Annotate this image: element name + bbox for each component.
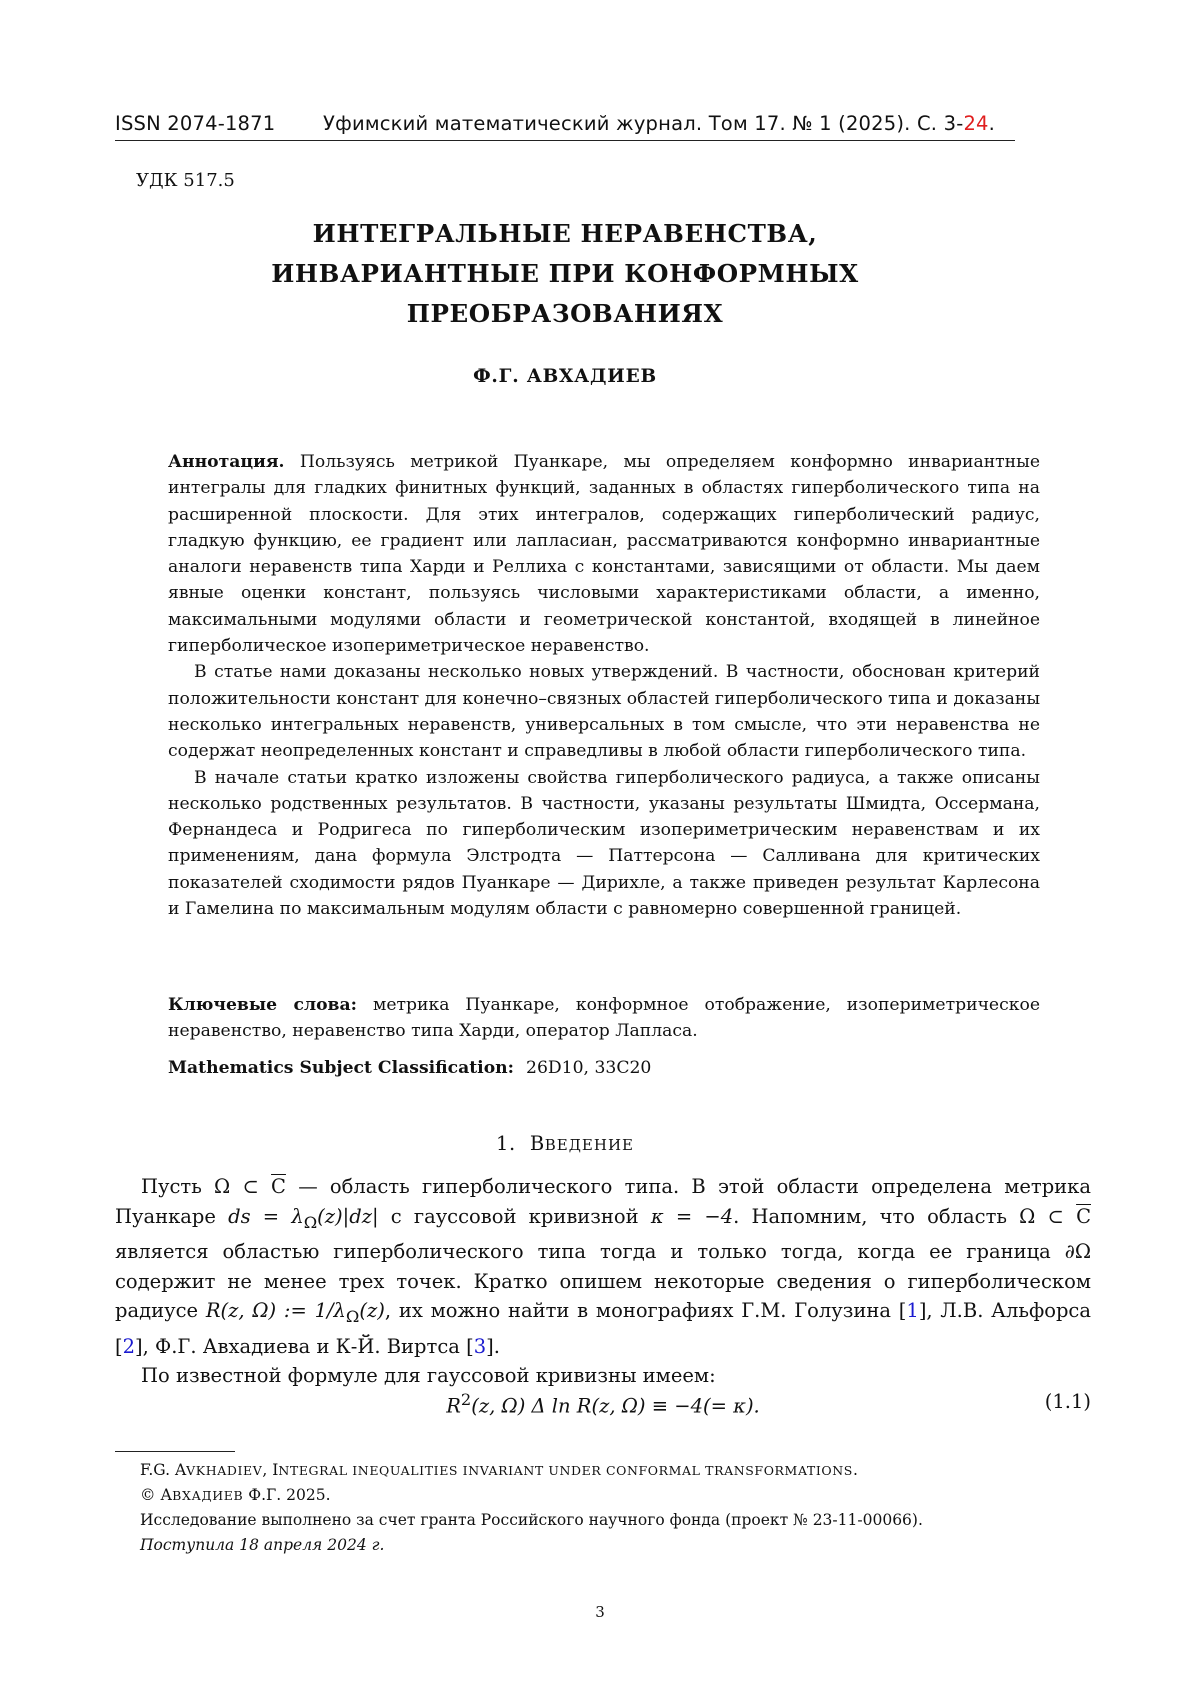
math-subscript: Ω	[345, 1307, 360, 1327]
journal-citation-text: Уфимский математический журнал. Том 17. № 1 (2025). С. 3-	[323, 112, 964, 135]
text-run: Ф.Г. 2025.	[243, 1486, 331, 1505]
title-line: ИНВАРИАНТНЫЕ ПРИ КОНФОРМНЫХ	[271, 259, 859, 288]
header-rule	[115, 140, 1015, 141]
math-run: (z)|dz|	[317, 1204, 379, 1228]
math-run: R(z, Ω) := 1/λ	[205, 1299, 346, 1323]
abstract-label: Аннотация.	[168, 452, 285, 472]
footnotes	[140, 1458, 1100, 1557]
msc-codes: 26D10, 33C20	[526, 1058, 652, 1078]
copyright-icon: ©	[140, 1486, 156, 1505]
udk-code: УДК 517.5	[136, 170, 235, 191]
section-title-rest: ВЕДЕНИЕ	[544, 1136, 634, 1154]
keywords	[168, 992, 1040, 1045]
math-run: (z)	[359, 1299, 385, 1323]
text-run: с гауссовой кривизной	[378, 1204, 651, 1228]
text-run: .	[852, 1461, 858, 1479]
text-run: , I	[262, 1461, 279, 1479]
section-heading	[115, 1132, 1015, 1155]
citation-link[interactable]: 1	[906, 1299, 919, 1323]
text-run: ВХАДИЕВ	[172, 1488, 244, 1504]
text-run: . Напомним, что область Ω ⊂	[733, 1204, 1077, 1228]
citation-link[interactable]: 3	[473, 1334, 487, 1358]
footnote-rule	[115, 1451, 235, 1452]
footnote-copyright	[140, 1483, 1100, 1508]
author-name: Ф.Г. АВХАДИЕВ	[473, 366, 657, 387]
issn: ISSN 2074-1871	[115, 112, 276, 135]
running-header	[115, 112, 1015, 135]
math-run: (z, Ω) Δ ln R(z, Ω) ≡ −4(= κ).	[471, 1394, 760, 1418]
extended-plane-symbol: $\overline{C}$	[271, 1175, 286, 1198]
end-page-link[interactable]: 24	[963, 112, 989, 135]
math-run: ds = λ	[228, 1204, 304, 1228]
msc-label: Mathematics Subject Classification:	[168, 1058, 515, 1078]
abstract-paragraph: В статье нами доказаны несколько новых утверждений. В частности, обоснован критерий положительности констант для конечно–связных областей гиперболического типа и доказаны несколько интегральных неравенств, универсальных в том смысле, что эти неравенства не содержат неопределенных констант и справедливы в любой области гиперболического типа.	[168, 662, 1040, 762]
math-subscript: Ω	[303, 1212, 318, 1232]
body-paragraph	[115, 1172, 1091, 1361]
text-run: ].	[486, 1334, 500, 1358]
text-run: F.G. A	[140, 1461, 187, 1479]
section-number: 1.	[496, 1132, 516, 1155]
text-run: NTEGRAL INEQUALITIES INVARIANT UNDER CONFORMAL TRANSFORMATIONS	[278, 1463, 853, 1478]
math-superscript: 2	[460, 1390, 472, 1409]
footnote-english-title	[140, 1458, 1100, 1483]
msc-classification	[168, 1058, 651, 1078]
keywords-text: метрика Пуанкаре, конформное отображение, изопериметрическое неравенство, неравенство типа Харди, оператор Лапласа.	[168, 995, 1040, 1042]
math-run: R	[446, 1394, 461, 1418]
footnote-funding: Исследование выполнено за счет гранта Российского научного фонда (проект № 23-11-00066).	[140, 1511, 923, 1530]
text-run: VKHADIEV	[186, 1463, 263, 1478]
text-run: — область гиперболического типа. В этой области определена метрика Пуанкаре	[115, 1175, 1091, 1228]
abstract-paragraph: В начале статьи кратко изложены свойства гиперболического радиуса, а также описаны несколько родственных результатов. В частности, указаны результаты Шмидта, Оссермана, Фернандеса и Родригеса по гиперболическим изопериметрическим неравенствам и их применениям, дана формула Элстродта — Паттерсона — Салливана для критических показателей сходимости рядов Пуанкаре — Дирихле, а также приведен результат Карлесона и Гамелина по максимальным модулям области с равномерно совершенной границей.	[168, 767, 1040, 920]
text-run: Пусть Ω ⊂	[141, 1175, 272, 1198]
page-number: 3	[595, 1603, 605, 1621]
footnote-received-date: Поступила 18 апреля 2024 г.	[140, 1535, 385, 1554]
text-run: , их можно найти в монографиях Г.М. Голузина [	[384, 1299, 907, 1323]
equation-1-1	[115, 1390, 1091, 1422]
body-text	[115, 1172, 1091, 1391]
body-paragraph: По известной формуле для гауссовой кривизны имеем:	[141, 1364, 716, 1388]
text-run: ], Л.В. Альфорса [	[115, 1299, 1091, 1358]
section-title-initial: В	[529, 1132, 545, 1155]
text-run: А	[155, 1486, 173, 1505]
text-run: является областью гиперболического типа тогда и только тогда, когда ее граница ∂Ω содержит не менее трех точек. Кратко опишем некоторые сведения о гиперболическом радиусе	[115, 1240, 1091, 1323]
abstract	[168, 449, 1040, 922]
text-run: ], Ф.Г. Авхадиева и К-Й. Виртса [	[135, 1334, 474, 1358]
title-line: ИНТЕГРАЛЬНЫЕ НЕРАВЕНСТВА,	[312, 219, 818, 248]
journal-citation-period: .	[988, 112, 996, 135]
journal-citation	[323, 112, 995, 135]
abstract-text: Пользуясь метрикой Пуанкаре, мы определяем конформно инвариантные интегралы для гладких финитных функций, заданных в областях гиперболического типа на расширенной плоскости. Для этих интегралов, содержащих гиперболический радиус, гладкую функцию, ее градиент или лапласиан, рассматриваются конформно инвариантные аналоги неравенств типа Харди и Реллиха с константами, зависящими от области. Мы даем явные оценки констант, пользуясь числовыми характеристиками области, а именно, максимальными модулями области и геометрической константой, входящей в линейное гиперболическое изопериметрическое неравенство.	[168, 452, 1040, 657]
title-line: ПРЕОБРАЗОВАНИЯХ	[406, 299, 724, 328]
extended-plane-symbol: $\overline{C}$	[1076, 1204, 1091, 1228]
equation-formula	[115, 1390, 1091, 1418]
keywords-label: Ключевые слова:	[168, 995, 357, 1015]
equation-number: (1.1)	[1044, 1390, 1091, 1413]
citation-link[interactable]: 2	[122, 1334, 136, 1358]
paper-title	[115, 214, 1015, 334]
math-run: κ = −4	[650, 1204, 734, 1228]
abstract-paragraph	[168, 449, 1040, 659]
